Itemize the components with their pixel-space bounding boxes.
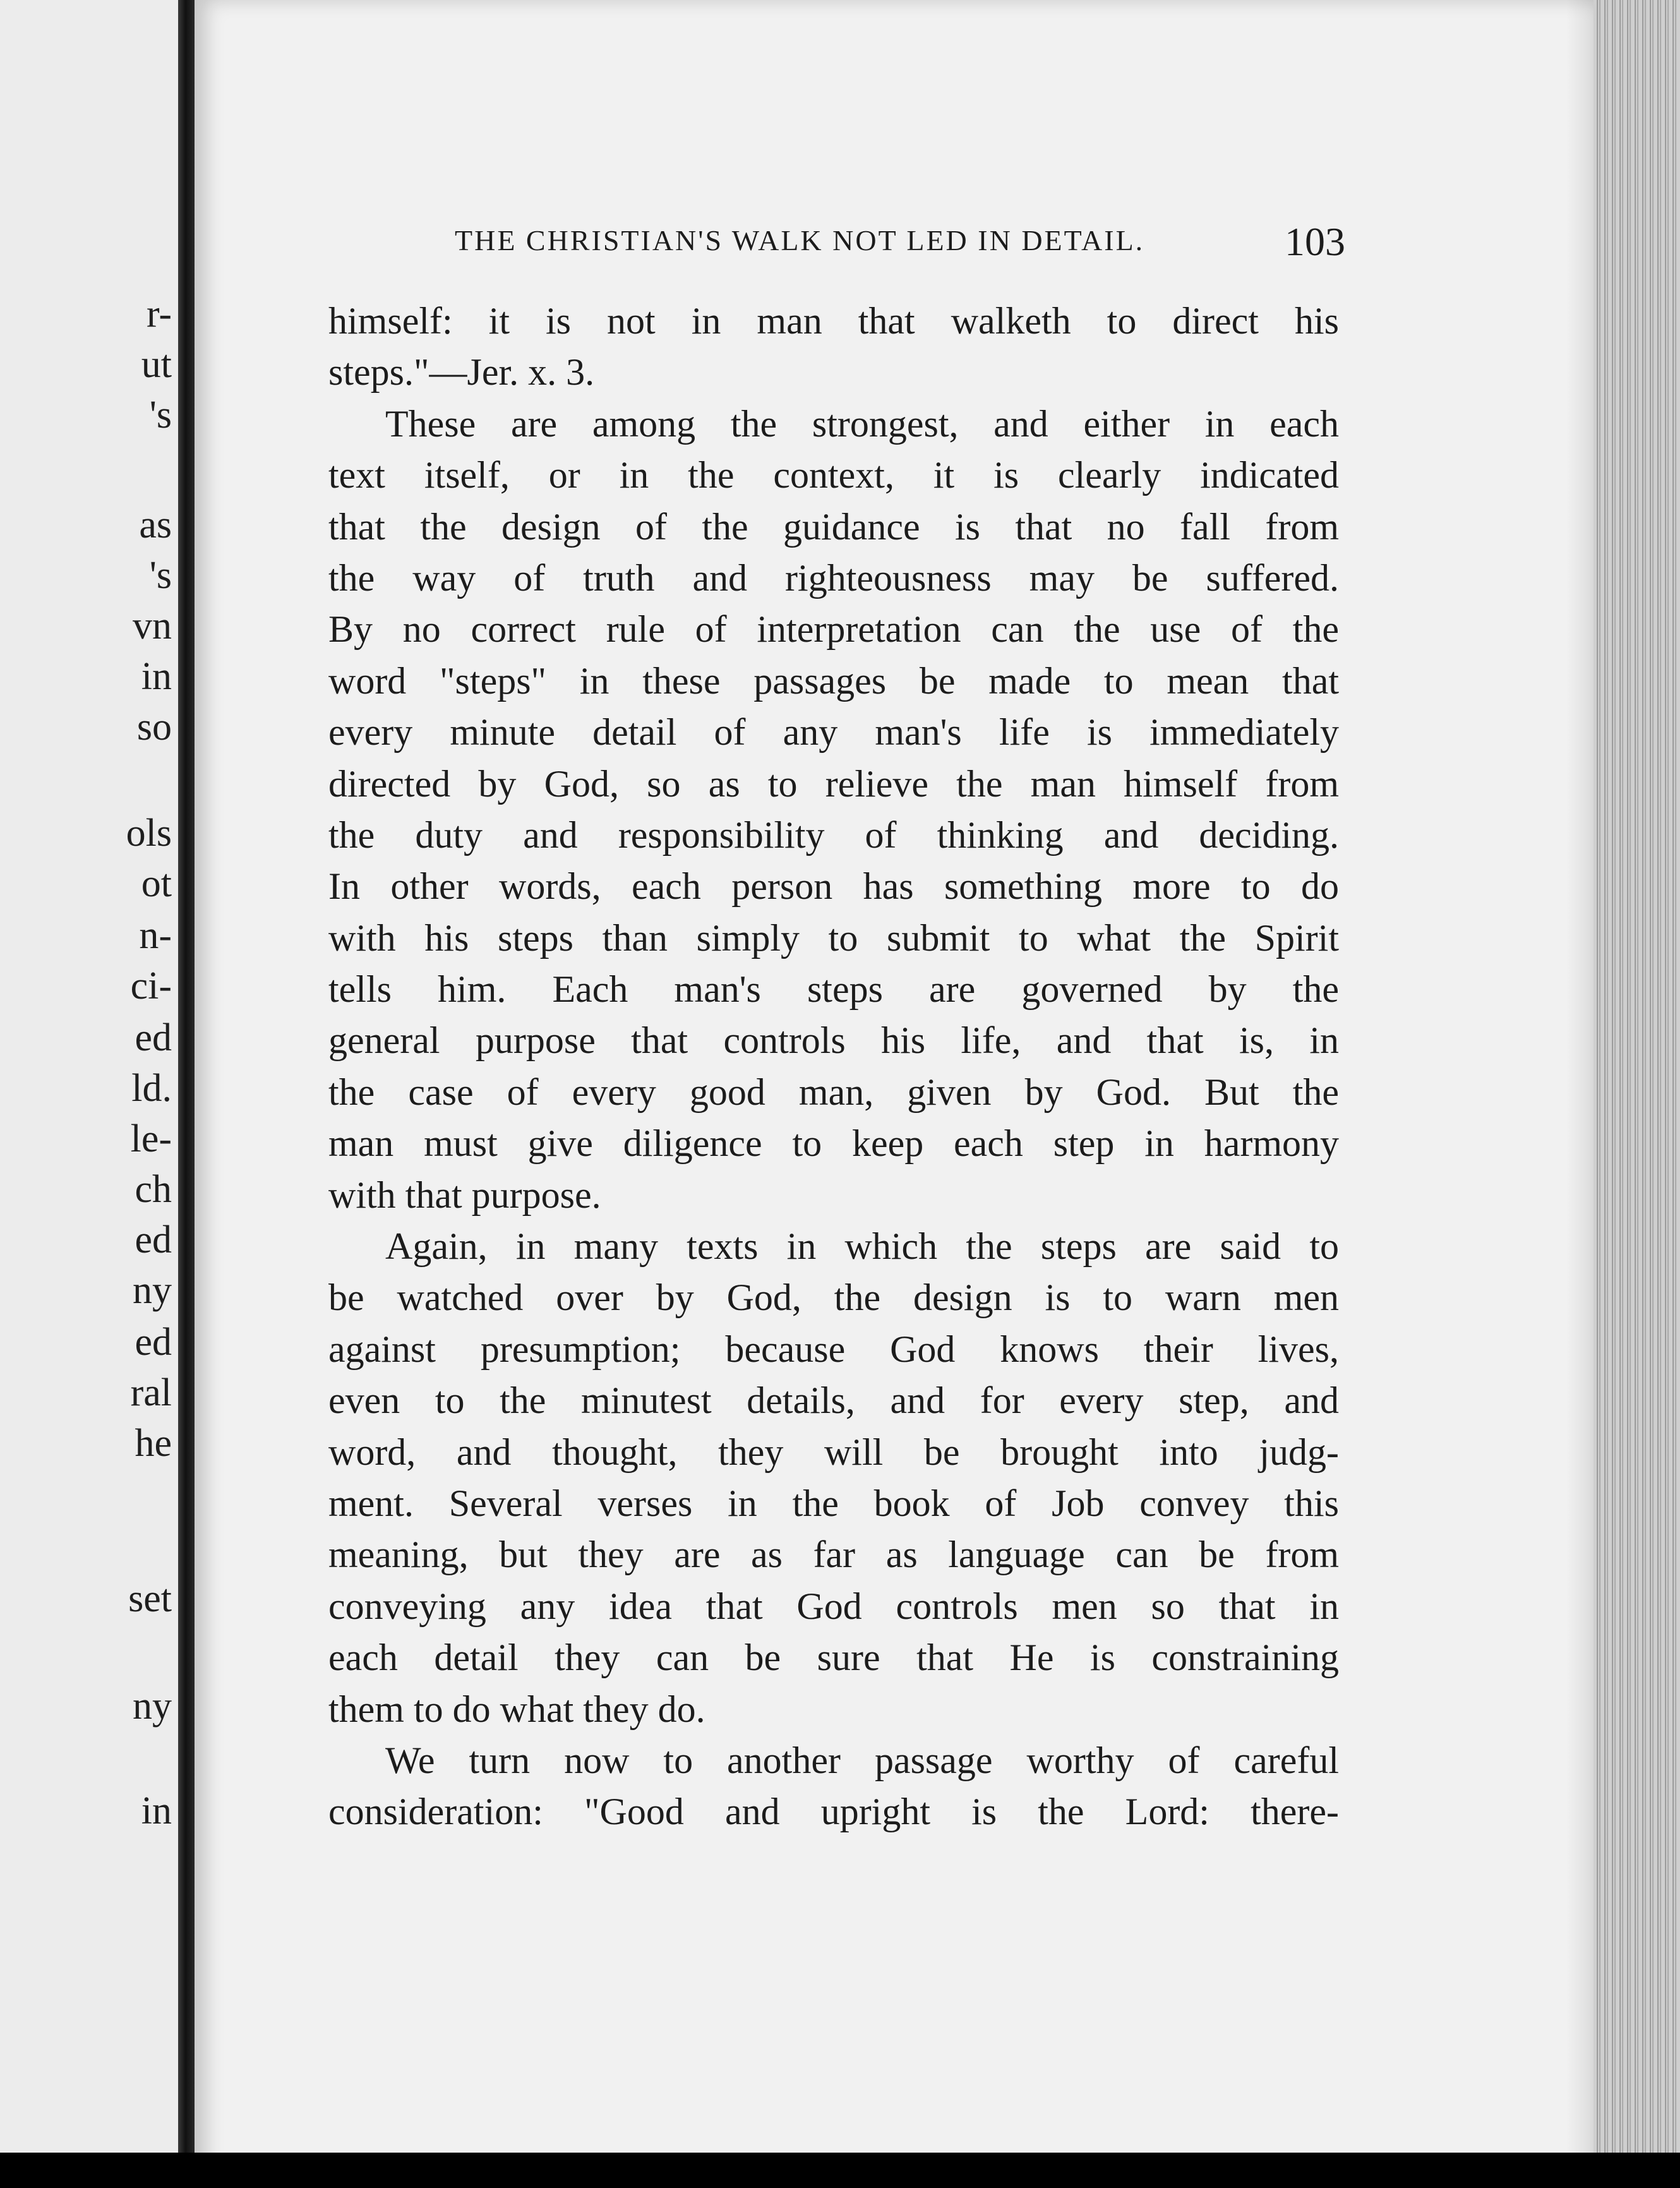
left-fragment: ols bbox=[126, 812, 172, 855]
left-fragment: ut bbox=[141, 343, 172, 386]
left-fragment: in bbox=[141, 655, 172, 698]
text-line: By no correct rule of interpretation can the use of the bbox=[328, 608, 1339, 651]
text-line: text itself, or in the context, it is clearly indicated bbox=[328, 454, 1339, 496]
left-fragment: so bbox=[136, 706, 172, 748]
text-line: conveying any idea that God controls men so that in bbox=[328, 1585, 1339, 1627]
left-page-text-fragments bbox=[0, 0, 178, 2188]
text-line: the way of truth and righteousness may be suffered. bbox=[328, 556, 1339, 599]
text-line: word, and thought, they will be brought into judg- bbox=[328, 1431, 1339, 1473]
text-line: We turn now to another passage worthy of careful bbox=[385, 1739, 1339, 1781]
left-fragment: r- bbox=[146, 292, 172, 335]
left-fragment: he bbox=[135, 1422, 172, 1465]
text-line: himself: it is not in man that walketh to direct his bbox=[328, 300, 1339, 342]
text-line: be watched over by God, the design is to warn men bbox=[328, 1277, 1339, 1319]
text-line: man must give diligence to keep each step in harmony bbox=[328, 1122, 1339, 1165]
left-fragment: ny bbox=[133, 1269, 172, 1312]
text-line: tells him. Each man's steps are governed by the bbox=[328, 968, 1339, 1011]
text-line: that the design of the guidance is that no fall from bbox=[328, 505, 1339, 548]
text-line: the case of every good man, given by God. But the bbox=[328, 1071, 1339, 1113]
left-fragment: ld. bbox=[131, 1067, 172, 1110]
text-line: These are among the strongest, and either in each bbox=[385, 402, 1339, 445]
left-fragment: ed bbox=[135, 1016, 172, 1059]
text-line: with his steps than simply to submit to what the Spirit bbox=[328, 917, 1339, 959]
text-line: general purpose that controls his life, and that is, in bbox=[328, 1019, 1339, 1062]
running-head-title: THE CHRISTIAN'S WALK NOT LED IN DETAIL. bbox=[455, 224, 1145, 256]
left-fragment: in bbox=[141, 1789, 172, 1832]
left-fragment: 's bbox=[149, 554, 172, 597]
left-fragment: ed bbox=[135, 1321, 172, 1364]
scan-bottom-border bbox=[0, 2153, 1680, 2188]
text-line: ment. Several verses in the book of Job convey this bbox=[328, 1482, 1339, 1524]
running-head bbox=[455, 219, 1345, 263]
text-line: consideration: "Good and upright is the Lord: there- bbox=[328, 1791, 1339, 1833]
text-line: Again, in many texts in which the steps are said to bbox=[385, 1225, 1339, 1268]
text-line: against presumption; because God knows their lives, bbox=[328, 1328, 1339, 1370]
text-line: directed by God, so as to relieve the man himself from bbox=[328, 762, 1339, 805]
page-edges-stack bbox=[1593, 0, 1680, 2188]
left-fragment: vn bbox=[133, 604, 172, 647]
left-fragment: le- bbox=[130, 1117, 172, 1160]
text-line: with that purpose. bbox=[328, 1174, 601, 1216]
text-line: the duty and responsibility of thinking and deciding. bbox=[328, 814, 1339, 856]
left-fragment: ch bbox=[135, 1168, 172, 1211]
left-fragment: ral bbox=[130, 1371, 172, 1414]
text-line: even to the minutest details, and for every step, and bbox=[328, 1380, 1339, 1422]
text-line: steps."—Jer. x. 3. bbox=[328, 351, 595, 394]
text-line: meaning, but they are as far as language can be from bbox=[328, 1534, 1339, 1576]
left-fragment: as bbox=[139, 503, 172, 546]
left-fragment: set bbox=[128, 1577, 172, 1620]
body-text bbox=[328, 296, 1339, 1838]
left-fragment: ci- bbox=[130, 965, 172, 1007]
left-fragment: ny bbox=[133, 1685, 172, 1728]
text-line: them to do what they do. bbox=[328, 1688, 705, 1730]
text-line: every minute detail of any man's life is immediately bbox=[328, 711, 1339, 754]
page-number: 103 bbox=[1285, 219, 1345, 264]
left-fragment: ed bbox=[135, 1218, 172, 1261]
text-line: each detail they can be sure that He is constraining bbox=[328, 1637, 1339, 1679]
left-fragment: ot bbox=[141, 862, 172, 905]
left-fragment: n- bbox=[139, 914, 172, 957]
text-line: word "steps" in these passages be made to mean that bbox=[328, 659, 1339, 702]
text-line: In other words, each person has something more to do bbox=[328, 865, 1339, 908]
book-gutter bbox=[178, 0, 195, 2188]
left-fragment: 's bbox=[149, 394, 172, 436]
